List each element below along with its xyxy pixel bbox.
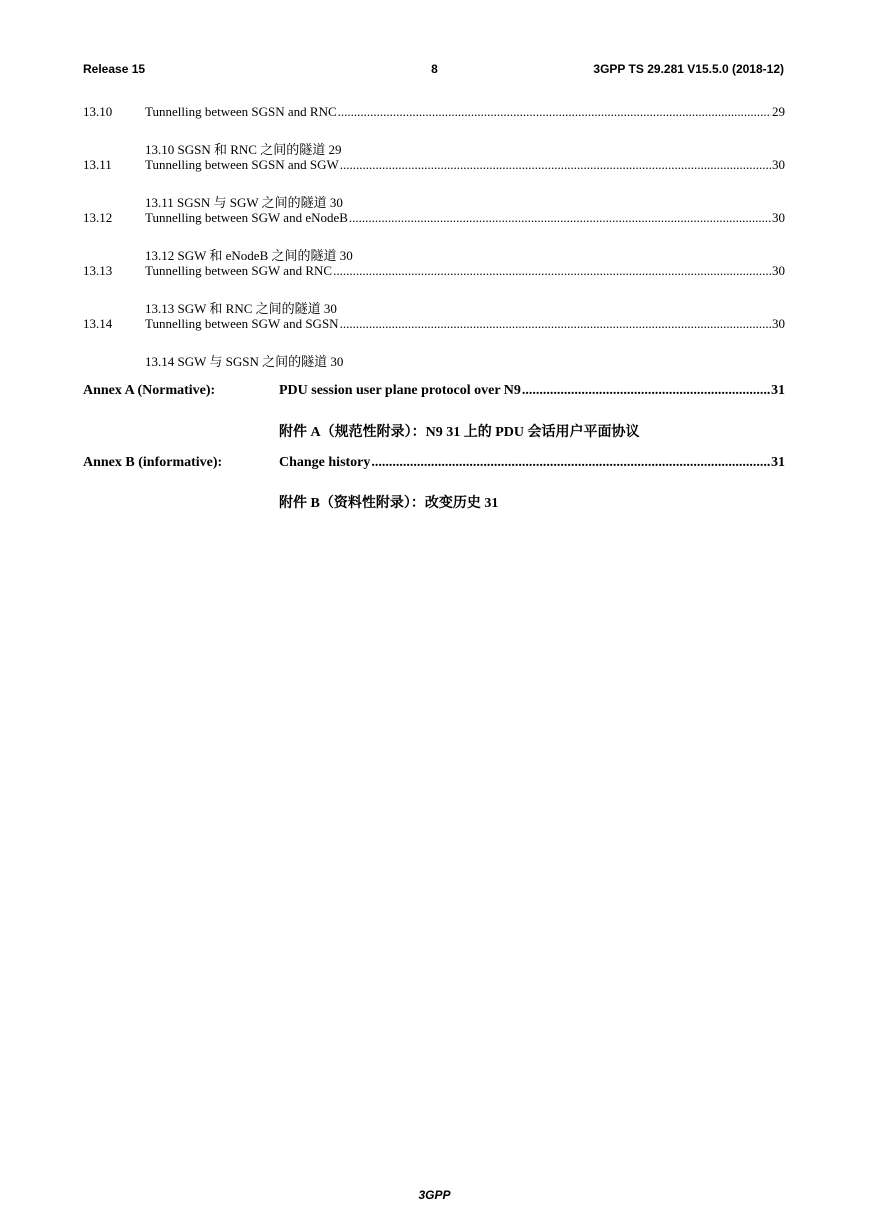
toc-entry-number: 13.11 <box>83 157 112 172</box>
toc-entry-translation: 13.13 SGW 和 RNC 之间的隧道 30 <box>145 301 337 316</box>
toc-entry[interactable] <box>83 316 785 332</box>
annex-translation: 附件 B（资料性附录）：改变历史 31 <box>279 496 499 511</box>
toc-entry-page: 29 <box>772 104 785 119</box>
page-footer: 3GPP <box>418 1188 451 1202</box>
toc-entry-title: Tunnelling between SGW and SGSN <box>145 316 339 331</box>
toc-entry-translation: 13.14 SGW 与 SGSN 之间的隧道 30 <box>145 354 344 369</box>
annex-page: 31 <box>771 455 785 470</box>
toc-dot-leader <box>338 104 771 120</box>
toc-dot-leader <box>340 157 771 173</box>
toc-entry[interactable] <box>83 157 785 173</box>
annex-title: Change history <box>279 455 371 470</box>
toc-entry[interactable] <box>83 104 785 120</box>
toc-entry-title: Tunnelling between SGSN and RNC <box>145 104 337 119</box>
toc-dot-leader <box>349 210 771 226</box>
toc-dot-leader <box>333 263 771 279</box>
release-label: Release 15 <box>83 62 146 76</box>
annex-title: PDU session user plane protocol over N9 <box>279 383 521 398</box>
toc-entry-number: 13.10 <box>83 104 113 119</box>
toc-entry-title: Tunnelling between SGW and eNodeB <box>145 210 348 225</box>
toc-dot-leader <box>371 455 770 471</box>
toc-dot-leader <box>522 383 770 399</box>
annex-entry[interactable] <box>83 455 785 471</box>
annex-entry[interactable] <box>83 383 785 399</box>
toc-entry-title: Tunnelling between SGW and RNC <box>145 263 333 278</box>
toc-entry-translation: 13.10 SGSN 和 RNC 之间的隧道 29 <box>145 142 342 157</box>
toc-entry-page: 30 <box>772 157 785 172</box>
toc-entry[interactable] <box>83 210 785 226</box>
toc-dot-leader <box>340 316 771 332</box>
toc-entry-number: 13.12 <box>83 210 113 225</box>
toc-entry-translation: 13.12 SGW 和 eNodeB 之间的隧道 30 <box>145 248 353 263</box>
toc-entry-translation: 13.11 SGSN 与 SGW 之间的隧道 30 <box>145 195 343 210</box>
spec-identifier: 3GPP TS 29.281 V15.5.0 (2018-12) <box>593 62 784 76</box>
annex-translation: 附件 A（规范性附录）：N9 31 上的 PDU 会话用户平面协议 <box>279 425 640 440</box>
annex-page: 31 <box>771 383 785 398</box>
toc-entry-page: 30 <box>772 210 785 225</box>
annex-name: Annex B (informative): <box>83 455 223 470</box>
annex-name: Annex A (Normative): <box>83 383 216 398</box>
page-number: 8 <box>431 62 438 76</box>
toc-entry-number: 13.14 <box>83 316 113 331</box>
toc-entry-page: 30 <box>772 263 785 278</box>
toc-entry-title: Tunnelling between SGSN and SGW <box>145 157 339 172</box>
toc-entry-number: 13.13 <box>83 263 113 278</box>
toc-entry[interactable] <box>83 263 785 279</box>
toc-entry-page: 30 <box>772 316 785 331</box>
